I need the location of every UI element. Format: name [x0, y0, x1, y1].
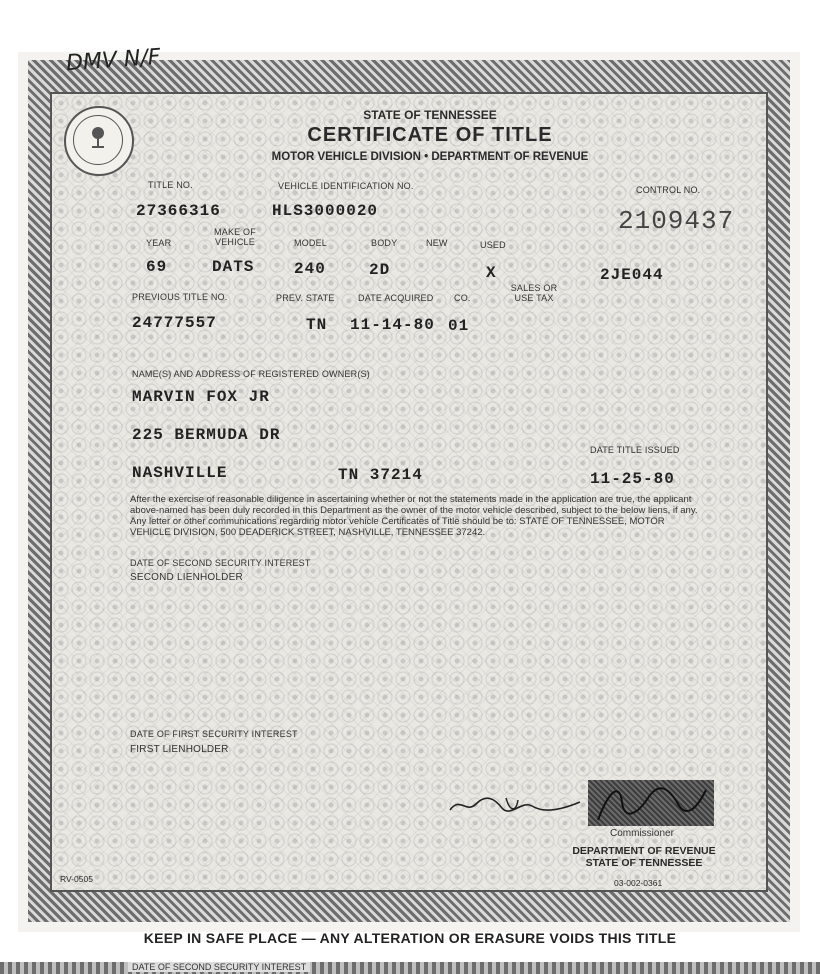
commissioner-title: Commissioner — [610, 828, 674, 839]
bottom-cut-text: DATE OF SECOND SECURITY INTEREST — [128, 962, 310, 972]
label-control-no: CONTROL NO. — [636, 185, 701, 195]
label-make: MAKE OF VEHICLE — [214, 227, 256, 247]
page-title: CERTIFICATE OF TITLE — [307, 124, 553, 146]
label-second-lien-date: DATE OF SECOND SECURITY INTEREST — [130, 558, 311, 568]
label-owner: NAME(S) AND ADDRESS OF REGISTERED OWNER(S) — [132, 369, 370, 379]
bottom-border-strip — [0, 962, 820, 974]
owner-city: NASHVILLE — [132, 464, 228, 482]
owner-name: MARVIN FOX JR — [132, 388, 270, 406]
header-state: STATE OF TENNESSEE — [363, 108, 497, 122]
dept-name: DEPARTMENT OF REVENUE — [572, 845, 716, 857]
value-year: 69 — [146, 258, 168, 276]
value-sales-tax: 2JE044 — [600, 266, 664, 284]
label-vin: VEHICLE IDENTIFICATION NO. — [278, 181, 414, 191]
owner-street: 225 BERMUDA DR — [132, 426, 281, 444]
footer-warning: KEEP IN SAFE PLACE — ANY ALTERATION OR ERASURE VOIDS THIS TITLE — [143, 930, 677, 946]
label-body: BODY — [371, 238, 398, 248]
signature-left — [446, 790, 586, 820]
label-first-lienholder: FIRST LIENHOLDER — [130, 744, 229, 755]
state-seal-icon — [64, 106, 134, 176]
value-vin: HLS3000020 — [272, 202, 379, 220]
commissioner-signature — [592, 780, 712, 826]
value-co: 01 — [448, 317, 470, 335]
header-division: MOTOR VEHICLE DIVISION • DEPARTMENT OF REVENUE — [271, 151, 589, 163]
label-used: USED — [480, 240, 506, 250]
label-co: CO. — [454, 293, 471, 303]
form-number: RV-0505 — [60, 874, 93, 884]
value-prev-title: 24777557 — [132, 314, 217, 332]
label-model: MODEL — [294, 238, 328, 248]
label-title-no: TITLE NO. — [148, 180, 193, 190]
label-prev-title: PREVIOUS TITLE NO. — [132, 292, 228, 302]
value-used-mark: X — [486, 264, 497, 282]
value-model: 240 — [294, 260, 326, 278]
value-title-no: 27366316 — [136, 202, 221, 220]
value-control-no: 2109437 — [618, 206, 735, 236]
label-new: NEW — [426, 238, 448, 248]
value-prev-state: TN — [306, 316, 328, 334]
label-second-lienholder: SECOND LIENHOLDER — [130, 572, 243, 583]
dept-state: STATE OF TENNESSEE — [585, 857, 703, 869]
value-date-acquired: 11-14-80 — [350, 316, 435, 334]
label-date-issued: DATE TITLE ISSUED — [590, 445, 680, 455]
value-date-issued: 11-25-80 — [590, 470, 675, 488]
legal-statement: After the exercise of reasonable diligence in ascertaining whether or not the statements made in the application are true, the applicant above-named has been duly recorded in this Department as the owner of the motor vehicle described, subject to the below liens, if any. Any letter or other communications regarding motor vehicle Certificates of Title should be to: STATE OF TENNESSEE, MOTOR VEHICLE DIVISION, 500 DEADERICK STREET, NASHVILLE, TENNESSEE 37242. — [130, 494, 698, 538]
value-body: 2D — [369, 261, 391, 279]
label-sales-tax: SALES OR USE TAX — [510, 283, 558, 303]
code-number: 03-002-0361 — [614, 878, 663, 888]
owner-state-zip: TN 37214 — [338, 466, 423, 484]
label-year: YEAR — [146, 238, 172, 248]
label-date-acquired: DATE ACQUIRED — [358, 293, 434, 303]
label-prev-state: PREV. STATE — [276, 293, 335, 303]
handwritten-note: DMV N/F — [65, 44, 162, 77]
label-first-lien-date: DATE OF FIRST SECURITY INTEREST — [130, 729, 298, 739]
value-make: DATS — [212, 258, 255, 276]
